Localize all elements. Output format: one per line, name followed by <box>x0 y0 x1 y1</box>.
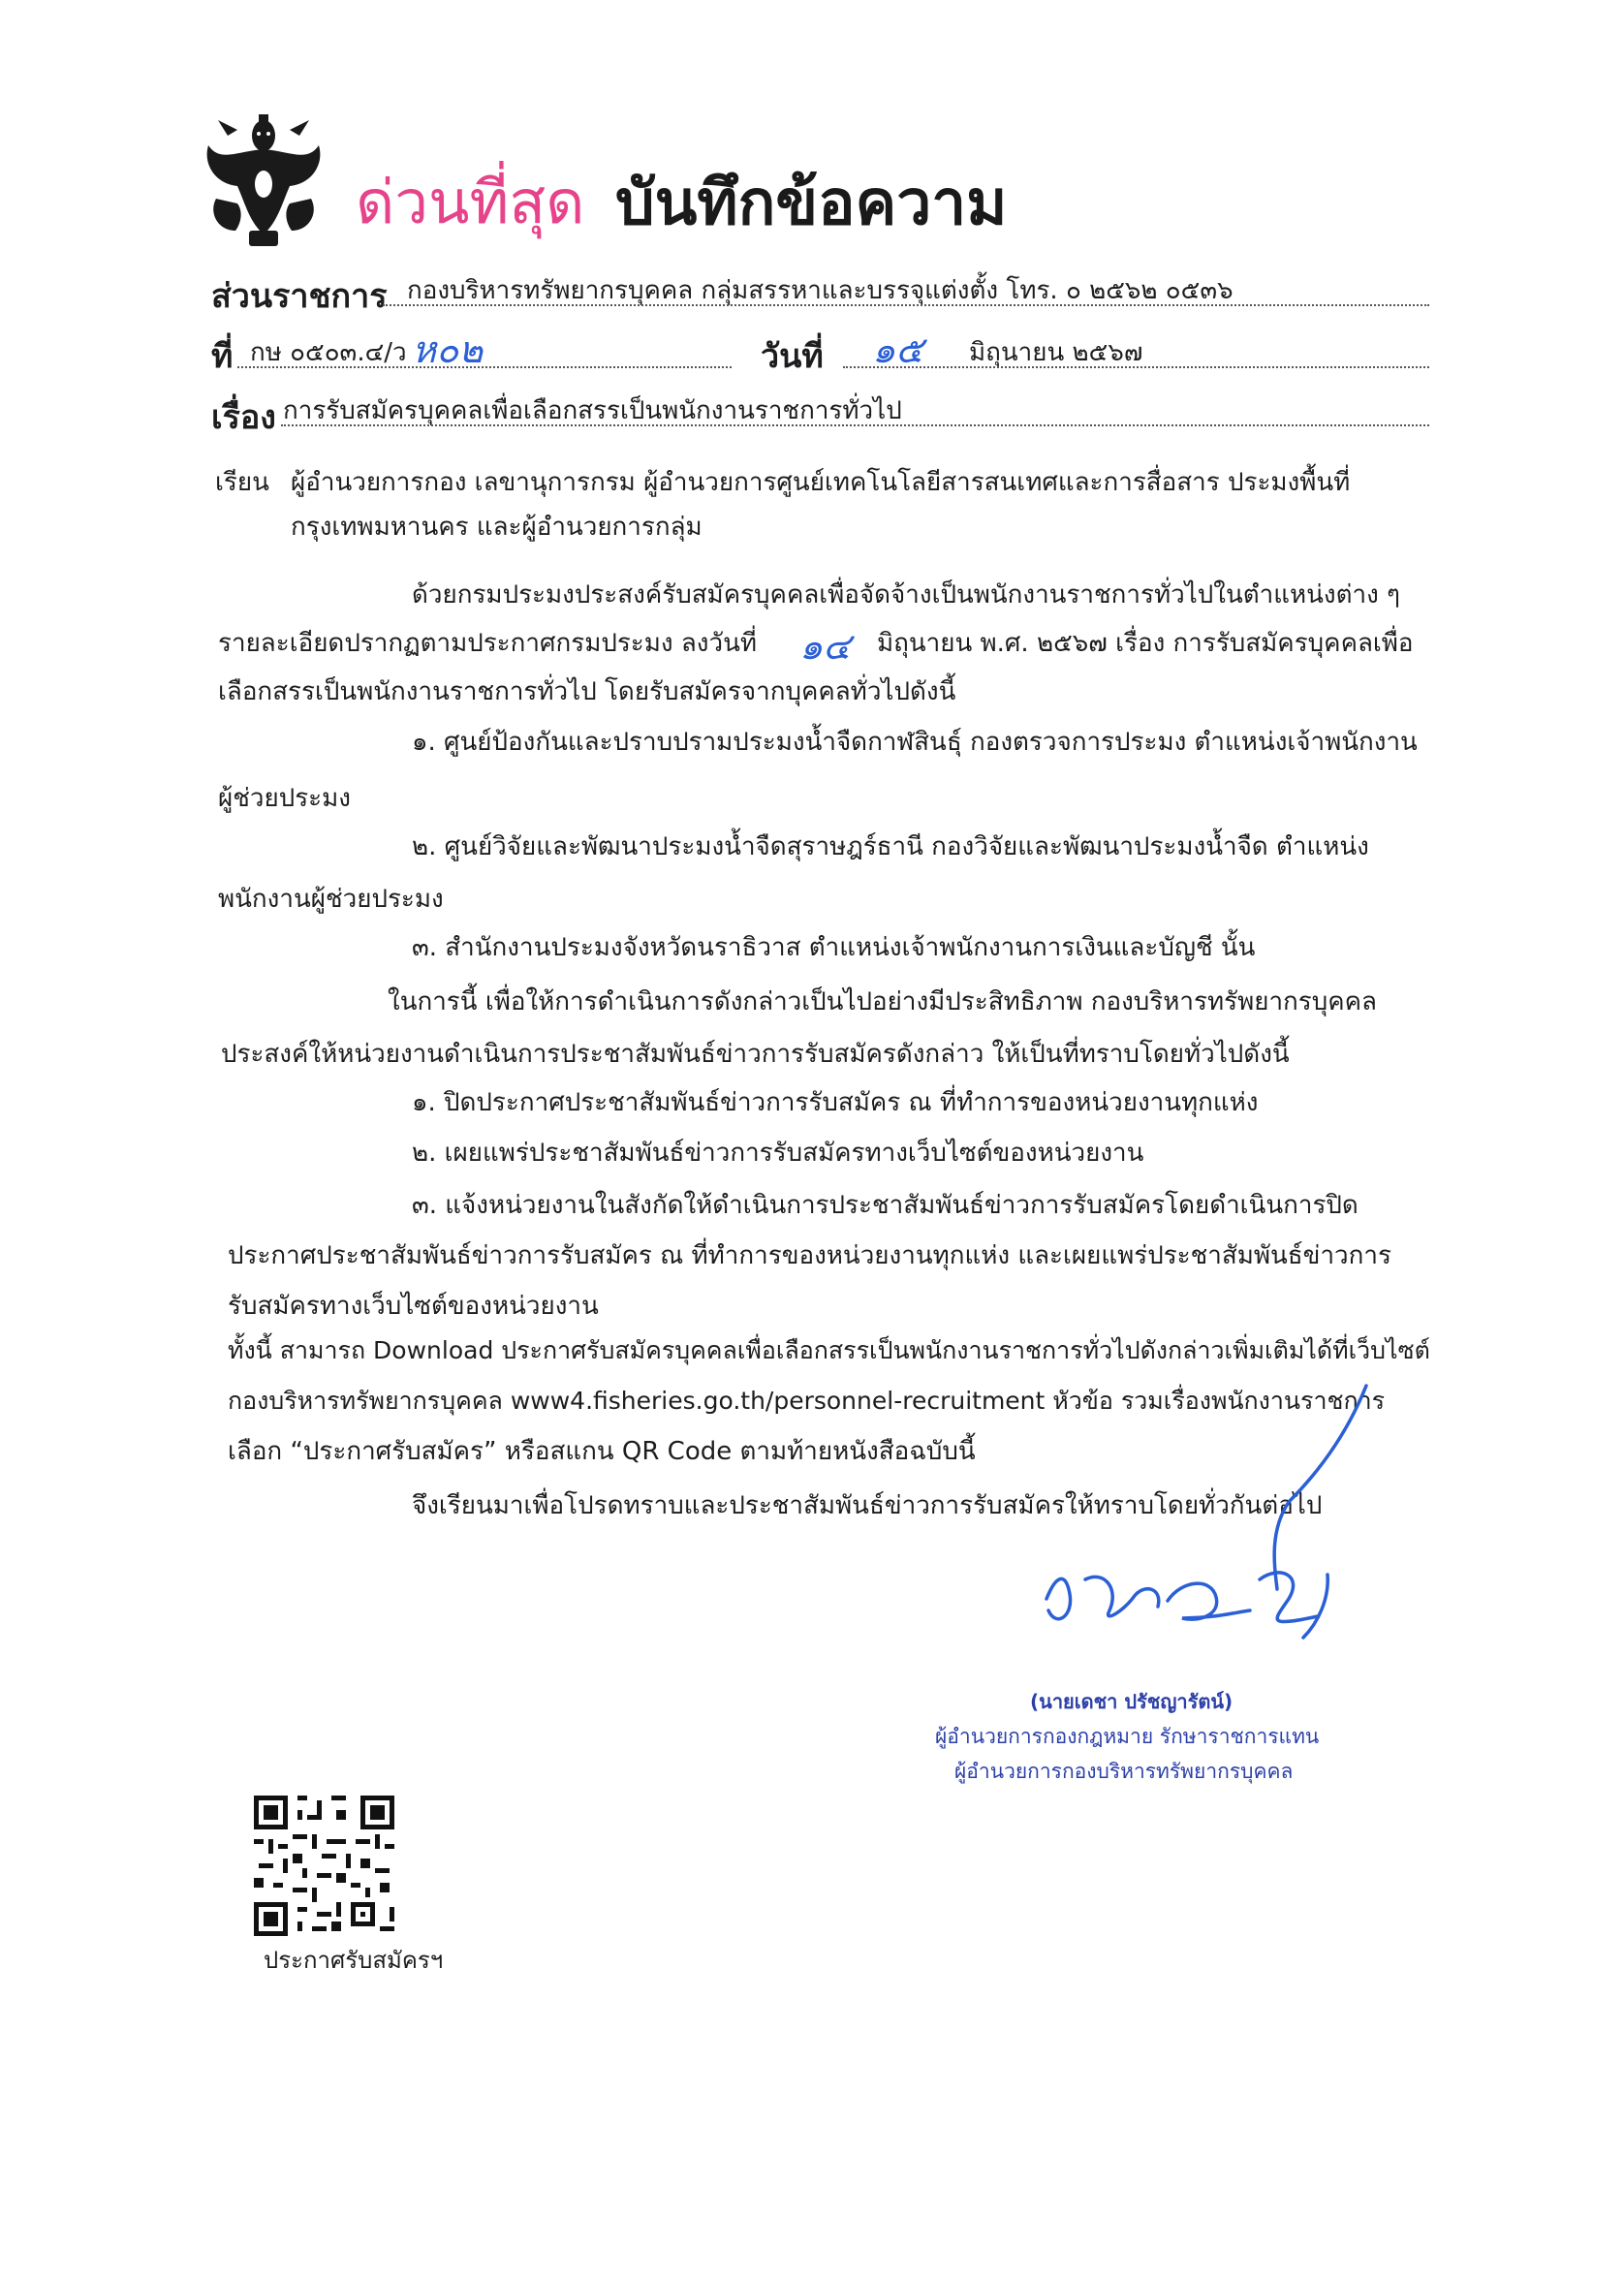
para3-line-2: กองบริหารทรัพยากรบุคคล www4.fisheries.go.th/personnel-recruitment หัวข้อ รวมเรื่องพนักงานราชการ <box>228 1387 1386 1415</box>
para3-line-3: เลือก “ประกาศรับสมัคร” หรือสแกน QR Code ตามท้ายหนังสือฉบับนี้ <box>228 1437 976 1466</box>
memo-title: บันทึกข้อความ <box>615 168 1008 239</box>
item-2-line-2: พนักงานผู้ช่วยประมง <box>218 885 444 914</box>
subject-dotted-line <box>281 424 1429 426</box>
ref-dotted-line <box>237 366 732 368</box>
ref-label: ที่ <box>211 337 234 376</box>
subject-value: การรับสมัครบุคคลเพื่อเลือกสรรเป็นพนักงานราชการทั่วไป <box>283 396 902 425</box>
para1-line-1: ด้วยกรมประมงประสงค์รับสมัครบุคคลเพื่อจัดจ้างเป็นพนักงานราชการทั่วไปในตำแหน่งต่าง ๆ <box>412 580 1401 609</box>
qr-caption: ประกาศรับสมัครฯ <box>264 1947 444 1974</box>
salutation-line-2: กรุงเทพมหานคร และผู้อำนวยการกลุ่ม <box>291 513 703 542</box>
salutation-label: เรียน <box>215 468 269 497</box>
announcement-day-handwritten: ๑๔ <box>799 625 851 668</box>
para2-line-1: ในการนี้ เพื่อให้การดำเนินการดังกล่าวเป็นไปอย่างมีประสิทธิภาพ กองบริหารทรัพยากรบุคคล <box>388 987 1377 1016</box>
qr-code-icon[interactable] <box>254 1796 394 1936</box>
subject-label: เรื่อง <box>211 398 276 437</box>
date-rest: มิถุนายน ๒๕๖๗ <box>969 338 1143 367</box>
urgency-stamp: ด่วนที่สุด <box>356 167 585 237</box>
item-3-line-1: ๓. สำนักงานประมงจังหวัดนราธิวาส ตำแหน่งเจ้าพนักงานการเงินและบัญชี นั้น <box>412 933 1256 962</box>
para1-line-3: เลือกสรรเป็นพนักงานราชการทั่วไป โดยรับสมัครจากบุคคลทั่วไปดังนี้ <box>218 677 956 706</box>
agency-value: กองบริหารทรัพยากรบุคคล กลุ่มสรรหาและบรรจุแต่งตั้ง โทร. ๐ ๒๕๖๒ ๐๕๓๖ <box>407 276 1234 305</box>
ref-number-handwritten: ห๐๒ <box>412 328 484 371</box>
action-1: ๑. ปิดประกาศประชาสัมพันธ์ข่าวการรับสมัคร ณ ที่ทำการของหน่วยงานทุกแห่ง <box>412 1088 1259 1117</box>
item-1-line-1: ๑. ศูนย์ป้องกันและปราบปรามประมงน้ำจืดกาฬสินธุ์ กองตรวจการประมง ตำแหน่งเจ้าพนักงาน <box>412 728 1418 757</box>
salutation-line-1: ผู้อำนวยการกอง เลขานุการกรม ผู้อำนวยการศูนย์เทคโนโลยีสารสนเทศและการสื่อสาร ประมงพื้นที่ <box>291 468 1351 497</box>
para3-line-1: ทั้งนี้ สามารถ Download ประกาศรับสมัครบุคคลเพื่อเลือกสรรเป็นพนักงานราชการทั่วไปดังกล่าวเพิ่มเติมได้ที่เว็บไซต์ <box>228 1336 1430 1364</box>
item-1-line-2: ผู้ช่วยประมง <box>218 784 351 813</box>
garuda-emblem-icon <box>199 107 329 252</box>
para2-line-2: ประสงค์ให้หน่วยงานดำเนินการประชาสัมพันธ์ข่าวการรับสมัครดังกล่าว ให้เป็นที่ทราบโดยทั่วไปดังนี้ <box>221 1040 1290 1069</box>
date-day-handwritten: ๑๕ <box>872 328 923 371</box>
para1-line-2b: มิถุนายน พ.ศ. ๒๕๖๗ เรื่อง การรับสมัครบุคคลเพื่อ <box>877 629 1414 658</box>
item-2-line-1: ๒. ศูนย์วิจัยและพัฒนาประมงน้ำจืดสุราษฎร์ธานี กองวิจัยและพัฒนาประมงน้ำจืด ตำแหน่ง <box>412 832 1369 861</box>
action-3-line-2: ประกาศประชาสัมพันธ์ข่าวการรับสมัคร ณ ที่ทำการของหน่วยงานทุกแห่ง และเผยแพร่ประชาสัมพันธ์ข่าวการ <box>228 1241 1391 1270</box>
signer-title-line-1: ผู้อำนวยการกองกฎหมาย รักษาราชการแทน <box>935 1725 1320 1748</box>
date-dotted-line <box>843 366 1429 368</box>
para1-line-2a: รายละเอียดปรากฏตามประกาศกรมประมง ลงวันที่ <box>218 629 758 658</box>
ref-value: กษ ๐๕๐๓.๔/ว <box>250 338 407 367</box>
date-label: วันที่ <box>761 337 824 376</box>
action-2: ๒. เผยแพร่ประชาสัมพันธ์ข่าวการรับสมัครทางเว็บไซต์ของหน่วยงาน <box>412 1139 1144 1168</box>
action-3-line-1: ๓. แจ้งหน่วยงานในสังกัดให้ดำเนินการประชาสัมพันธ์ข่าวการรับสมัครโดยดำเนินการปิด <box>412 1191 1359 1220</box>
agency-dotted-line <box>383 304 1429 306</box>
agency-label: ส่วนราชการ <box>211 277 388 316</box>
action-3-line-3: รับสมัครทางเว็บไซต์ของหน่วยงาน <box>228 1292 599 1321</box>
closing-line: จึงเรียนมาเพื่อโปรดทราบและประชาสัมพันธ์ข่าวการรับสมัครให้ทราบโดยทั่วกันต่อไป <box>412 1491 1323 1520</box>
signer-title-line-2: ผู้อำนวยการกองบริหารทรัพยากรบุคคล <box>954 1760 1294 1783</box>
signature-icon <box>1027 1357 1395 1686</box>
signer-name: (นายเดชา ปรัชญารัตน์) <box>1030 1690 1234 1713</box>
